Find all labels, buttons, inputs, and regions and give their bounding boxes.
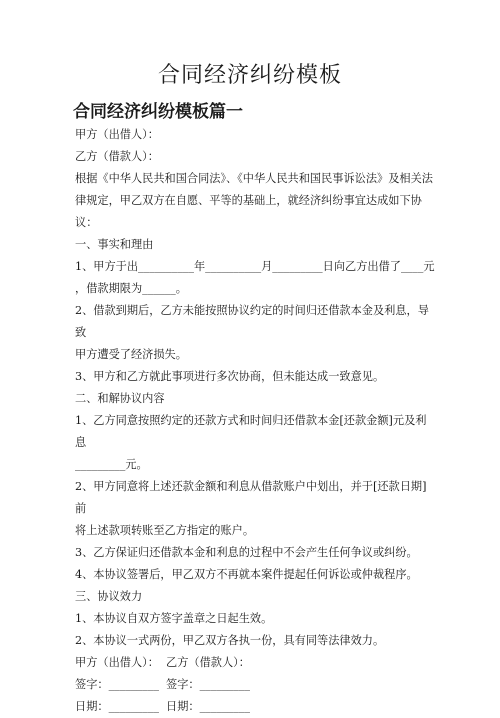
settlement-item-2-line-2: 将上述款项转账至乙方指定的账户。 (75, 524, 255, 537)
document-title: 合同经济纠纷模板 (157, 63, 342, 88)
settlement-item-2-line-1: 2、甲方同意将上述还款金额和利息从借款账户中划出，并于[还款日期]前 (75, 480, 427, 515)
facts-item-1-line-1: 1、甲方于出__________年__________月_________日向乙方出借了____元 (75, 260, 435, 273)
preamble-line-2: 律规定，甲乙双方在自愿、平等的基础上，就经济纠纷事宜达成如下协议： (75, 194, 422, 229)
settlement-item-4: 4、本协议签署后，甲乙双方不再就本案件提起任何诉讼或仲裁程序。 (75, 568, 418, 581)
signature-parties-line: 甲方（出借人）： 乙方（借款人）： (75, 656, 250, 669)
effect-item-1: 1、本协议自双方签字盖章之日起生效。 (75, 612, 273, 625)
facts-item-2-line-2: 甲方遭受了经济损失。 (75, 348, 187, 361)
section-heading-facts: 一、事实和理由 (75, 238, 154, 251)
facts-item-3: 3、甲方和乙方就此事项进行多次协商，但未能达成一致意见。 (75, 370, 385, 383)
section-heading-settlement: 二、和解协议内容 (75, 392, 165, 405)
party-b-line: 乙方（借款人）： (75, 150, 159, 163)
facts-item-2-line-1: 2、借款到期后，乙方未能按照协议约定的时间归还借款本金及利息，导致 (75, 304, 429, 339)
document-body (75, 124, 435, 718)
signature-date-line: 日期：_________ 日期：_________ (75, 700, 250, 713)
party-a-line: 甲方（出借人）： (75, 128, 159, 141)
signature-sign-line: 签字：_________ 签字：_________ (75, 678, 250, 691)
preamble-line-1: 根据《中华人民共和国合同法》、《中华人民共和国民事诉讼法》及相关法 (75, 172, 433, 185)
document-subtitle: 合同经济纠纷模板篇一 (73, 102, 243, 122)
effect-item-2: 2、本协议一式两份，甲乙双方各执一份，具有同等法律效力。 (75, 634, 385, 647)
settlement-item-1-line-1: 1、乙方同意按照约定的还款方式和时间归还借款本金[还款金额]元及利息 (75, 414, 427, 449)
facts-item-1-line-2: ，借款期限为______。 (75, 282, 187, 295)
section-heading-effect: 三、协议效力 (75, 590, 143, 603)
settlement-item-1-line-2: _________元。 (75, 458, 148, 471)
settlement-item-3: 3、乙方保证归还借款本金和利息的过程中不会产生任何争议或纠纷。 (75, 546, 418, 559)
